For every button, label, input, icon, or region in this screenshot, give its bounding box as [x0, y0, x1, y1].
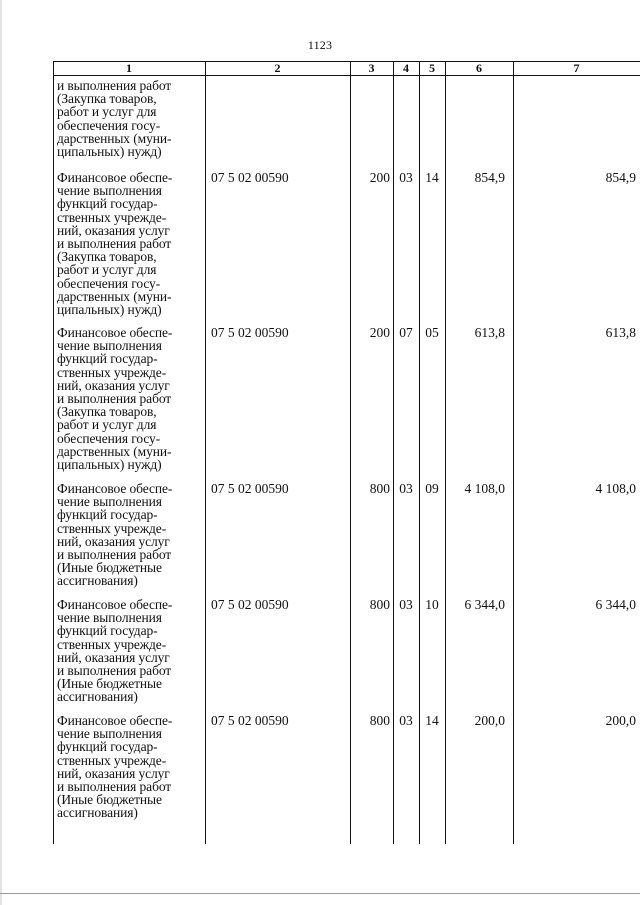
row-col-7: 613,8 [605, 325, 636, 340]
column-line-0 [53, 62, 54, 844]
row-col-4: 07 [399, 325, 413, 340]
header-col-7: 7 [573, 61, 580, 75]
header-col-5: 5 [429, 61, 435, 75]
row-col-7: 200,0 [605, 713, 636, 728]
row-col-7: 4 108,0 [595, 481, 636, 496]
row-col-5: 09 [425, 481, 439, 496]
page-number: 1123 [307, 38, 333, 52]
row-col-4: 03 [399, 597, 413, 612]
row-col-7: 854,9 [605, 170, 636, 185]
row-col-3: 200 [369, 325, 390, 340]
header-col-4: 4 [403, 61, 409, 75]
row-name: Финансовое обеспе- чение выполнения функций государ- ственных учрежде- ний, оказания услуг и выполнения работ (Иные бюджетные ассигнования) [57, 597, 173, 705]
table-header [53, 62, 640, 76]
row-col-4: 03 [399, 170, 413, 185]
column-line-1 [205, 62, 206, 844]
row-col-3: 800 [369, 597, 390, 612]
header-col-6: 6 [476, 61, 482, 75]
header-col-3: 3 [368, 61, 375, 75]
row-col-5: 05 [425, 325, 439, 340]
row-col-6: 200,0 [474, 713, 505, 728]
row-col-5: 14 [425, 170, 439, 185]
row-name: Финансовое обеспе- чение выполнения функций государ- ственных учрежде- ний, оказания услуг и выполнения работ (Закупка товаров, работ и услуг для обеспечения госу- дарственных (муни- ципальных) нужд) [57, 170, 173, 318]
row-col-6: 613,8 [474, 325, 505, 340]
scan-edge [0, 0, 2, 905]
row-code: 07 5 02 00590 [211, 713, 289, 728]
row-name: Финансовое обеспе- чение выполнения функций государ- ственных учрежде- ний, оказания услуг и выполнения работ (Иные бюджетные ассигнования) [57, 713, 173, 821]
row-col-3: 800 [369, 481, 390, 496]
bottom-rule [0, 893, 640, 894]
row-col-4: 03 [399, 713, 413, 728]
row-code: 07 5 02 00590 [211, 481, 289, 496]
row-code: 07 5 02 00590 [211, 170, 289, 185]
row-col-5: 10 [425, 597, 439, 612]
row-col-6: 6 344,0 [464, 597, 505, 612]
row-code: 07 5 02 00590 [211, 325, 289, 340]
row-code: 07 5 02 00590 [211, 597, 289, 612]
row-col-7: 6 344,0 [595, 597, 636, 612]
row-col-4: 03 [399, 481, 413, 496]
row-name: Финансовое обеспе- чение выполнения функций государ- ственных учрежде- ний, оказания услуг и выполнения работ (Иные бюджетные ассигнования) [57, 481, 173, 589]
row-col-5: 14 [425, 713, 439, 728]
row-name: Финансовое обеспе- чение выполнения функций государ- ственных учрежде- ний, оказания услуг и выполнения работ (Закупка товаров, работ и услуг для обеспечения госу- дарственных (муни- ципальных) нужд) [57, 325, 173, 473]
header-col-1: 1 [126, 61, 132, 75]
row-col-3: 800 [369, 713, 390, 728]
row-col-6: 4 108,0 [464, 481, 505, 496]
table-grid [53, 61, 640, 844]
row-col-6: 854,9 [474, 170, 505, 185]
row-col-3: 200 [369, 170, 390, 185]
continuation-name: и выполнения работ (Закупка товаров, работ и услуг для обеспечения госу- дарственных (муни- ципальных) нужд) [57, 78, 172, 160]
header-col-2: 2 [274, 61, 281, 75]
